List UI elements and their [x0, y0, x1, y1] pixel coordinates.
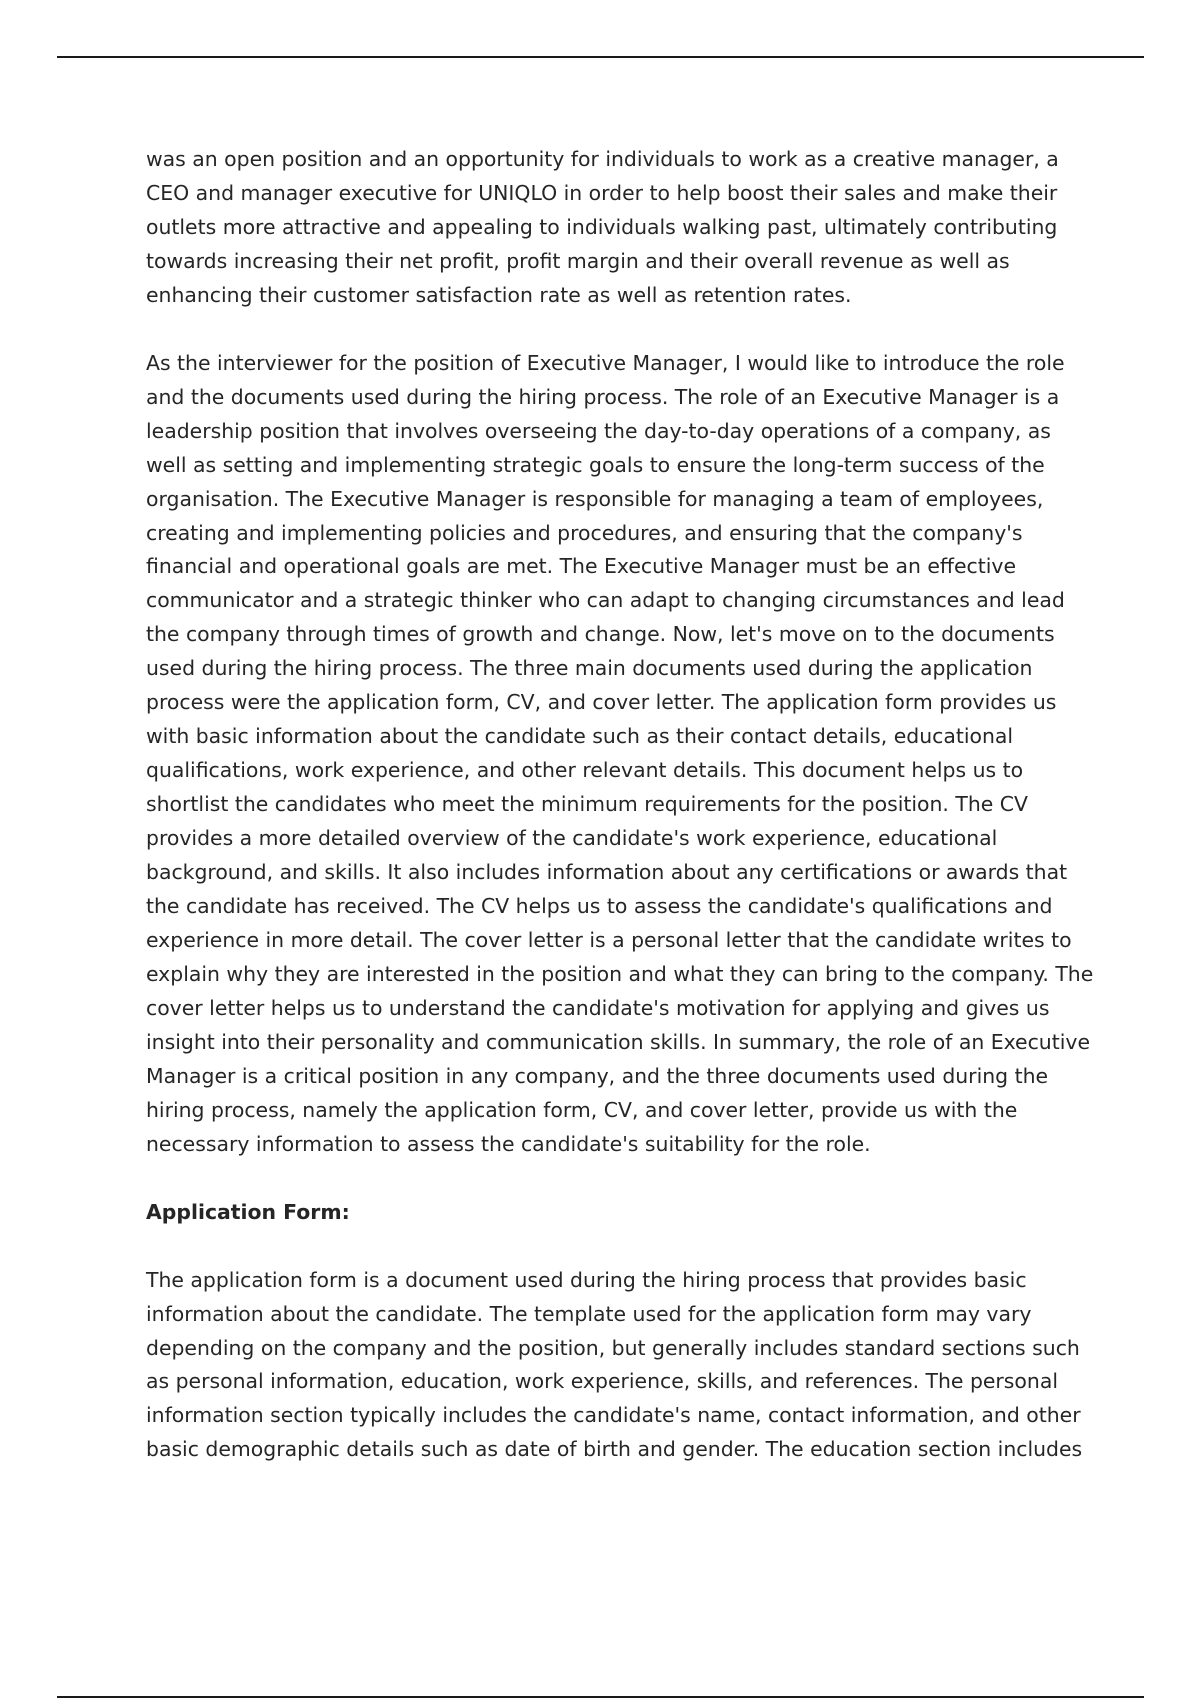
- paragraph-executive-manager-role: As the interviewer for the position of Executive Manager, I would like to introduce the role and the documents used during the hiring process. The role of an Executive Manager is a leadership position that involves overseeing the day-to-day operations of a company, as well as setting and implementing strategic goals to ensure the long-term success of the organisation. The Executive Manager is responsible for managing a team of employees, creating and implementing policies and procedures, and ensuring that the company's financial and operational goals are met. The Executive Manager must be an effective communicator and a strategic thinker who can adapt to changing circumstances and lead the company through times of growth and change. Now, let's move on to the documents used during the hiring process. The three main documents used during the application process were the application form, CV, and cover letter. The application form provides us with basic information about the candidate such as their contact details, educational qualifications, work experience, and other relevant details. This document helps us to shortlist the candidates who meet the minimum requirements for the position. The CV provides a more detailed overview of the candidate's work experience, educational background, and skills. It also includes information about any certifications or awards that the candidate has received. The CV helps us to assess the candidate's qualifications and experience in more detail. The cover letter is a personal letter that the candidate writes to explain why they are interested in the position and what they can bring to the company. The cover letter helps us to understand the candidate's motivation for applying and gives us insight into their personality and communication skills. In summary, the role of an Executive Manager is a critical position in any company, and the three documents used during the hiring process, namely the application form, CV, and cover letter, provide us with the necessary information to assess the candidate's suitability for the role.: [146, 350, 1094, 1156]
- document-body: [146, 143, 1096, 1467]
- heading-application-form: Application Form:: [146, 1199, 350, 1224]
- paragraph-uniqlo-intro: was an open position and an opportunity for individuals to work as a creative manager, a CEO and manager executive for UNIQLO in order to help boost their sales and make their outlets more attractive and appealing to individuals walking past, ultimately contributing towards increasing their net profit, profit margin and their overall revenue as well as enhancing their customer satisfaction rate as well as retention rates.: [146, 147, 1059, 307]
- footer-rule: [57, 1696, 1144, 1698]
- paragraph-application-form: The application form is a document used during the hiring process that provides basic information about the candidate. The template used for the application form may vary depending on the company and the position, but generally includes standard sections such as personal information, education, work experience, skills, and references. The personal information section typically includes the candidate's name, contact information, and other basic demographic details such as date of birth and gender. The education section includes: [146, 1267, 1083, 1462]
- header-rule: [57, 56, 1144, 58]
